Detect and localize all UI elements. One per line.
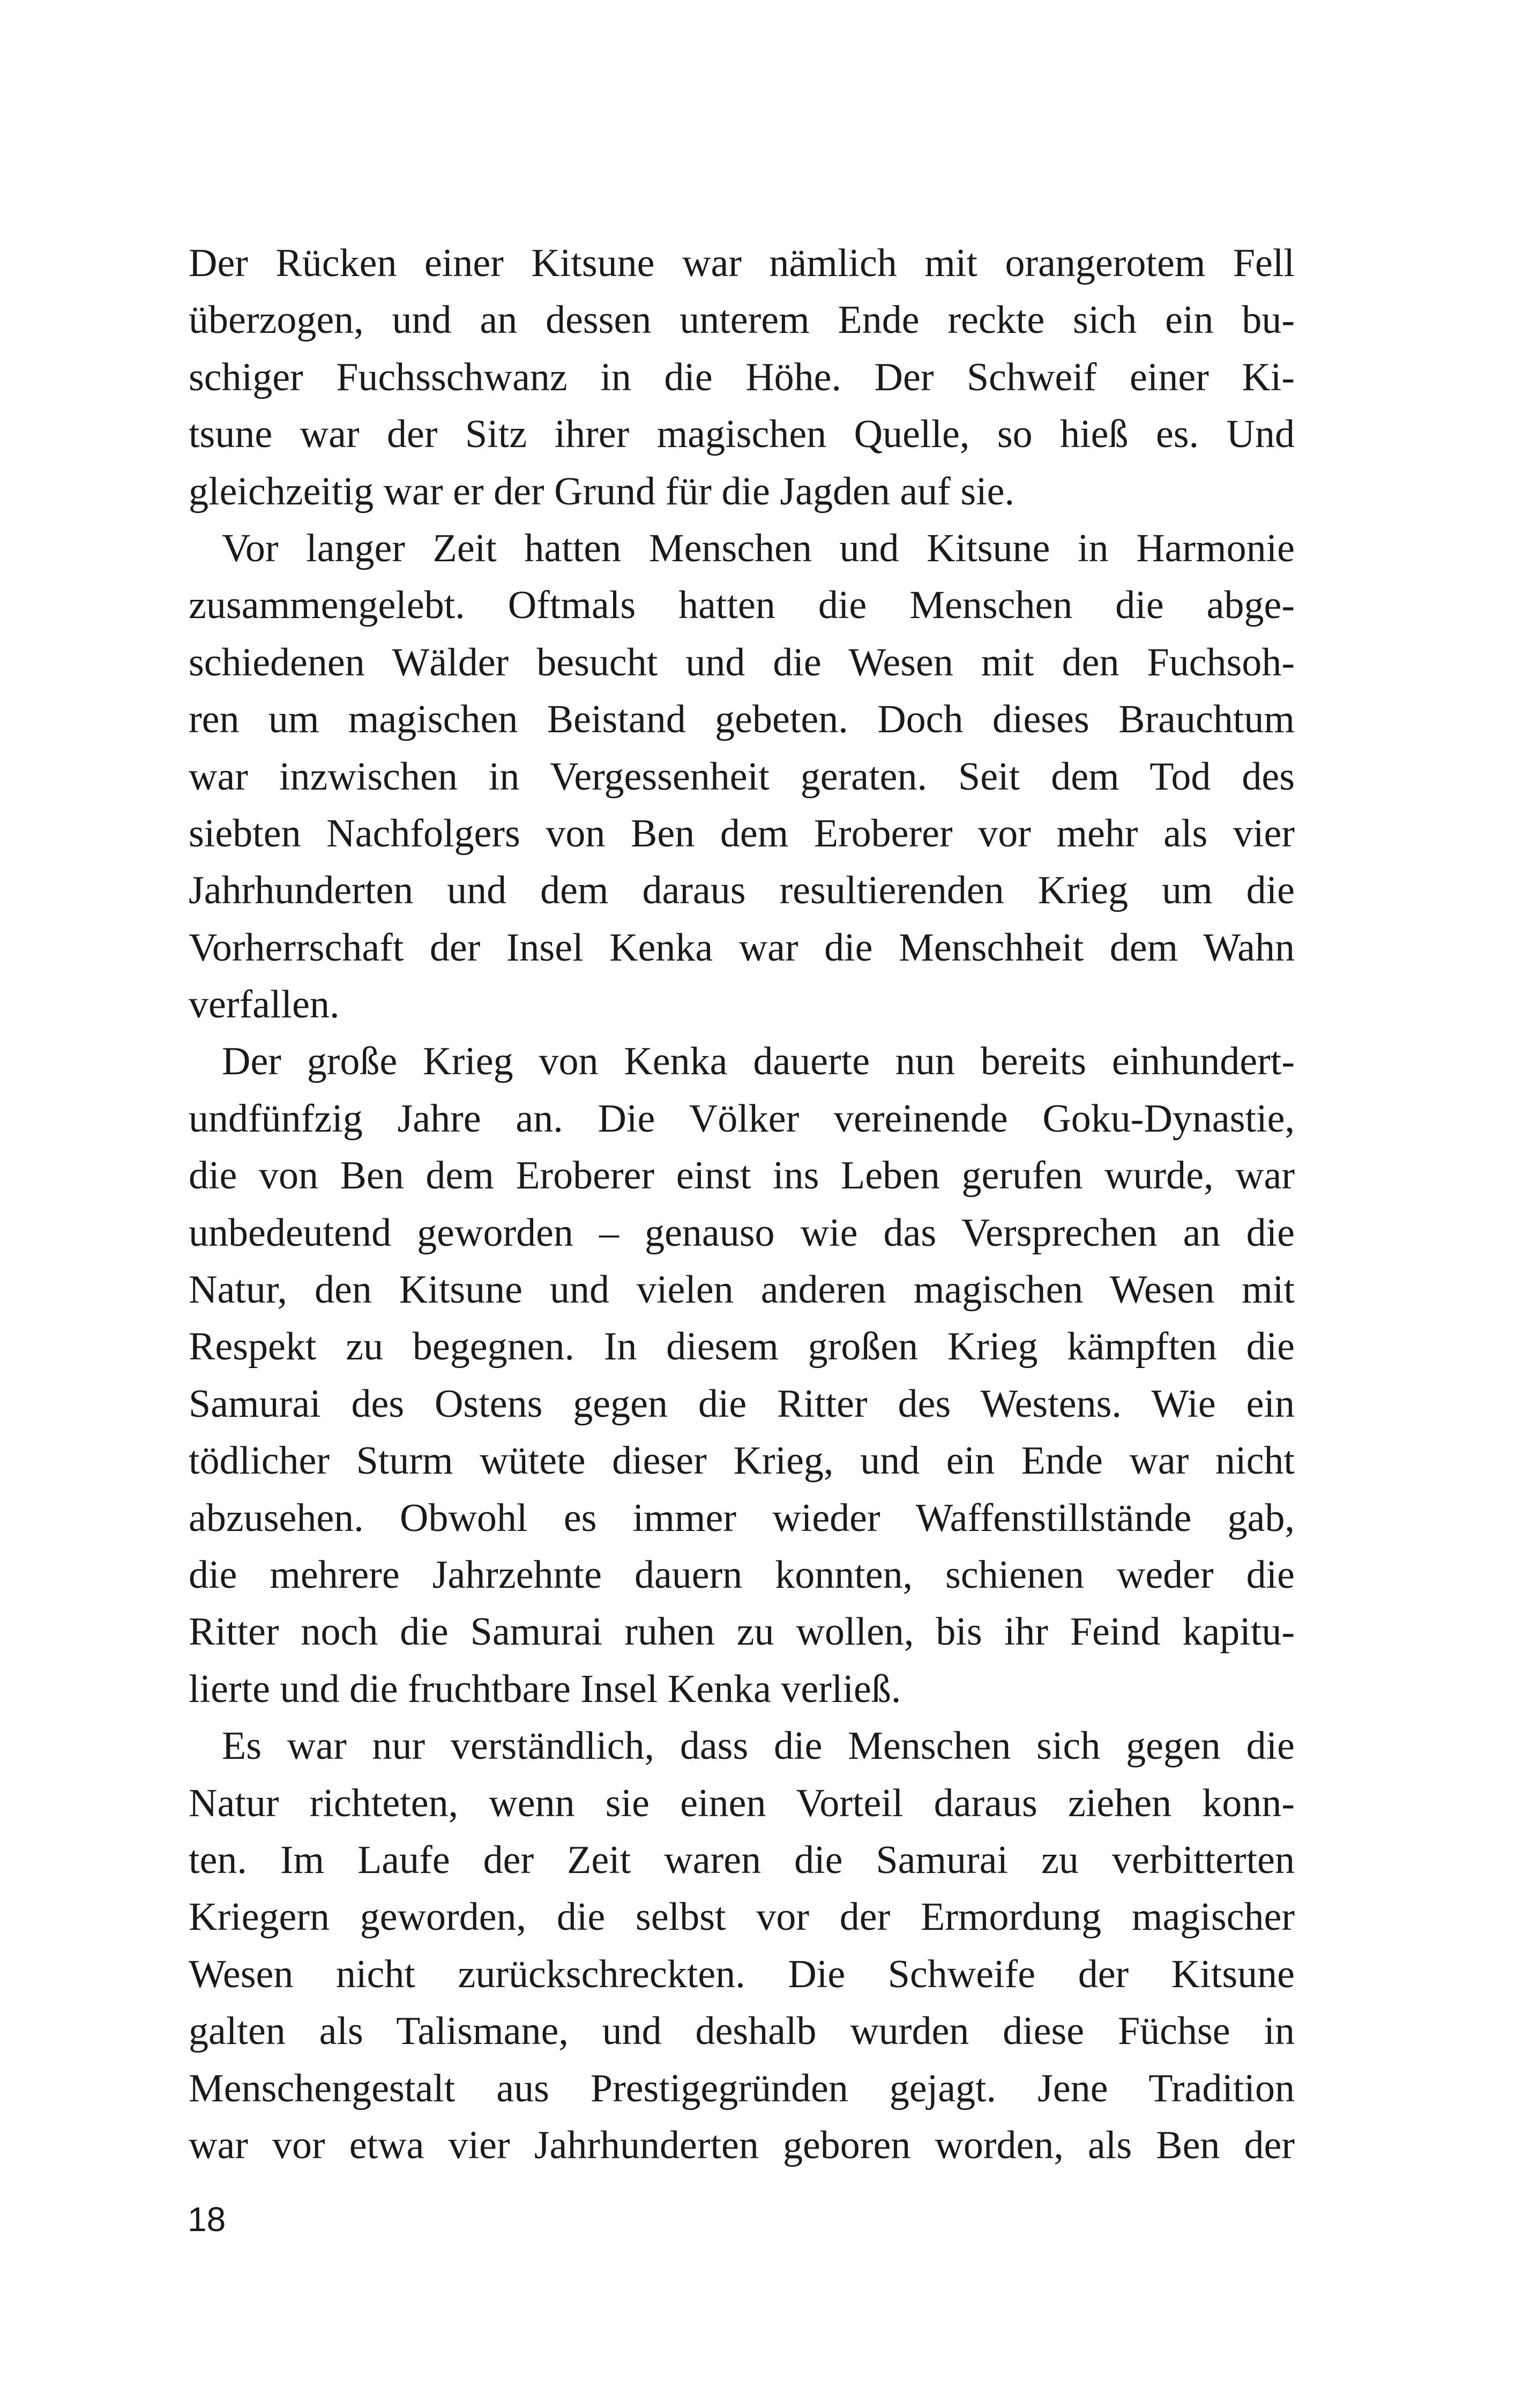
text-line: war vor etwa vier Jahrhunderten geboren worden, als Ben der (189, 2123, 1295, 2167)
text-line: Es war nur verständlich, dass die Menschen sich gegen die (222, 1724, 1295, 1768)
text-line: Vor langer Zeit hatten Menschen und Kitsune in Harmonie (222, 526, 1295, 570)
text-line: Menschengestalt aus Prestigegründen gejagt. Jene Tradition (189, 2066, 1295, 2110)
text-line: ren um magischen Beistand gebeten. Doch dieses Brauchtum (189, 697, 1295, 742)
text-line: die mehrere Jahrzehnte dauern konnten, schienen weder die (189, 1552, 1295, 1597)
text-line: überzogen, und an dessen unterem Ende reckte sich ein bu- (189, 298, 1295, 343)
text-line: abzusehen. Obwohl es immer wieder Waffenstillstände gab, (189, 1496, 1295, 1540)
text-line: war inzwischen in Vergessenheit geraten. Seit dem Tod des (189, 754, 1295, 799)
text-line: Der Rücken einer Kitsune war nämlich mit orangerotem Fell (189, 241, 1295, 285)
text-line: tsune war der Sitz ihrer magischen Quelle, so hieß es. Und (189, 412, 1295, 457)
text-line: gleichzeitig war er der Grund für die Jagden auf sie. (189, 469, 1015, 514)
text-line: galten als Talismane, und deshalb wurden diese Füchse in (189, 2009, 1295, 2054)
page-number: 18 (188, 2200, 226, 2239)
text-line: undfünfzig Jahre an. Die Völker vereinende Goku-Dynastie, (189, 1096, 1295, 1141)
text-line: lierte und die fruchtbare Insel Kenka verließ. (189, 1667, 901, 1711)
text-line: siebten Nachfolgers von Ben dem Eroberer vor mehr als vier (189, 811, 1295, 856)
text-line: Kriegern geworden, die selbst vor der Ermordung magischer (189, 1895, 1295, 1939)
text-line: zusammengelebt. Oftmals hatten die Menschen die abge- (189, 583, 1295, 628)
text-line: Natur, den Kitsune und vielen anderen magischen Wesen mit (189, 1268, 1295, 1312)
text-line: schiger Fuchsschwanz in die Höhe. Der Schweif einer Ki- (189, 355, 1295, 399)
text-line: unbedeutend geworden – genauso wie das Versprechen an die (189, 1210, 1295, 1255)
text-line: Ritter noch die Samurai ruhen zu wollen, bis ihr Feind kapitu- (189, 1610, 1295, 1654)
text-line: Respekt zu begegnen. In diesem großen Krieg kämpften die (189, 1325, 1295, 1369)
text-line: tödlicher Sturm wütete dieser Krieg, und ein Ende war nicht (189, 1439, 1295, 1483)
text-line: ten. Im Laufe der Zeit waren die Samurai zu verbitterten (189, 1838, 1295, 1882)
text-line: Jahrhunderten und dem daraus resultierenden Krieg um die (189, 868, 1295, 913)
text-line: Samurai des Ostens gegen die Ritter des Westens. Wie ein (189, 1381, 1295, 1426)
text-line: Der große Krieg von Kenka dauerte nun bereits einhundert- (222, 1039, 1295, 1084)
text-line: die von Ben dem Eroberer einst ins Leben gerufen wurde, war (189, 1154, 1295, 1198)
text-line: Vorherrschaft der Insel Kenka war die Menschheit dem Wahn (189, 925, 1295, 970)
text-line: Wesen nicht zurückschreckten. Die Schweife der Kitsune (189, 1952, 1295, 1996)
body-text (189, 235, 1295, 2174)
text-line: schiedenen Wälder besucht und die Wesen mit den Fuchsoh- (189, 640, 1295, 685)
text-line: verfallen. (189, 983, 340, 1027)
text-line: Natur richteten, wenn sie einen Vorteil daraus ziehen konn- (189, 1781, 1295, 1825)
